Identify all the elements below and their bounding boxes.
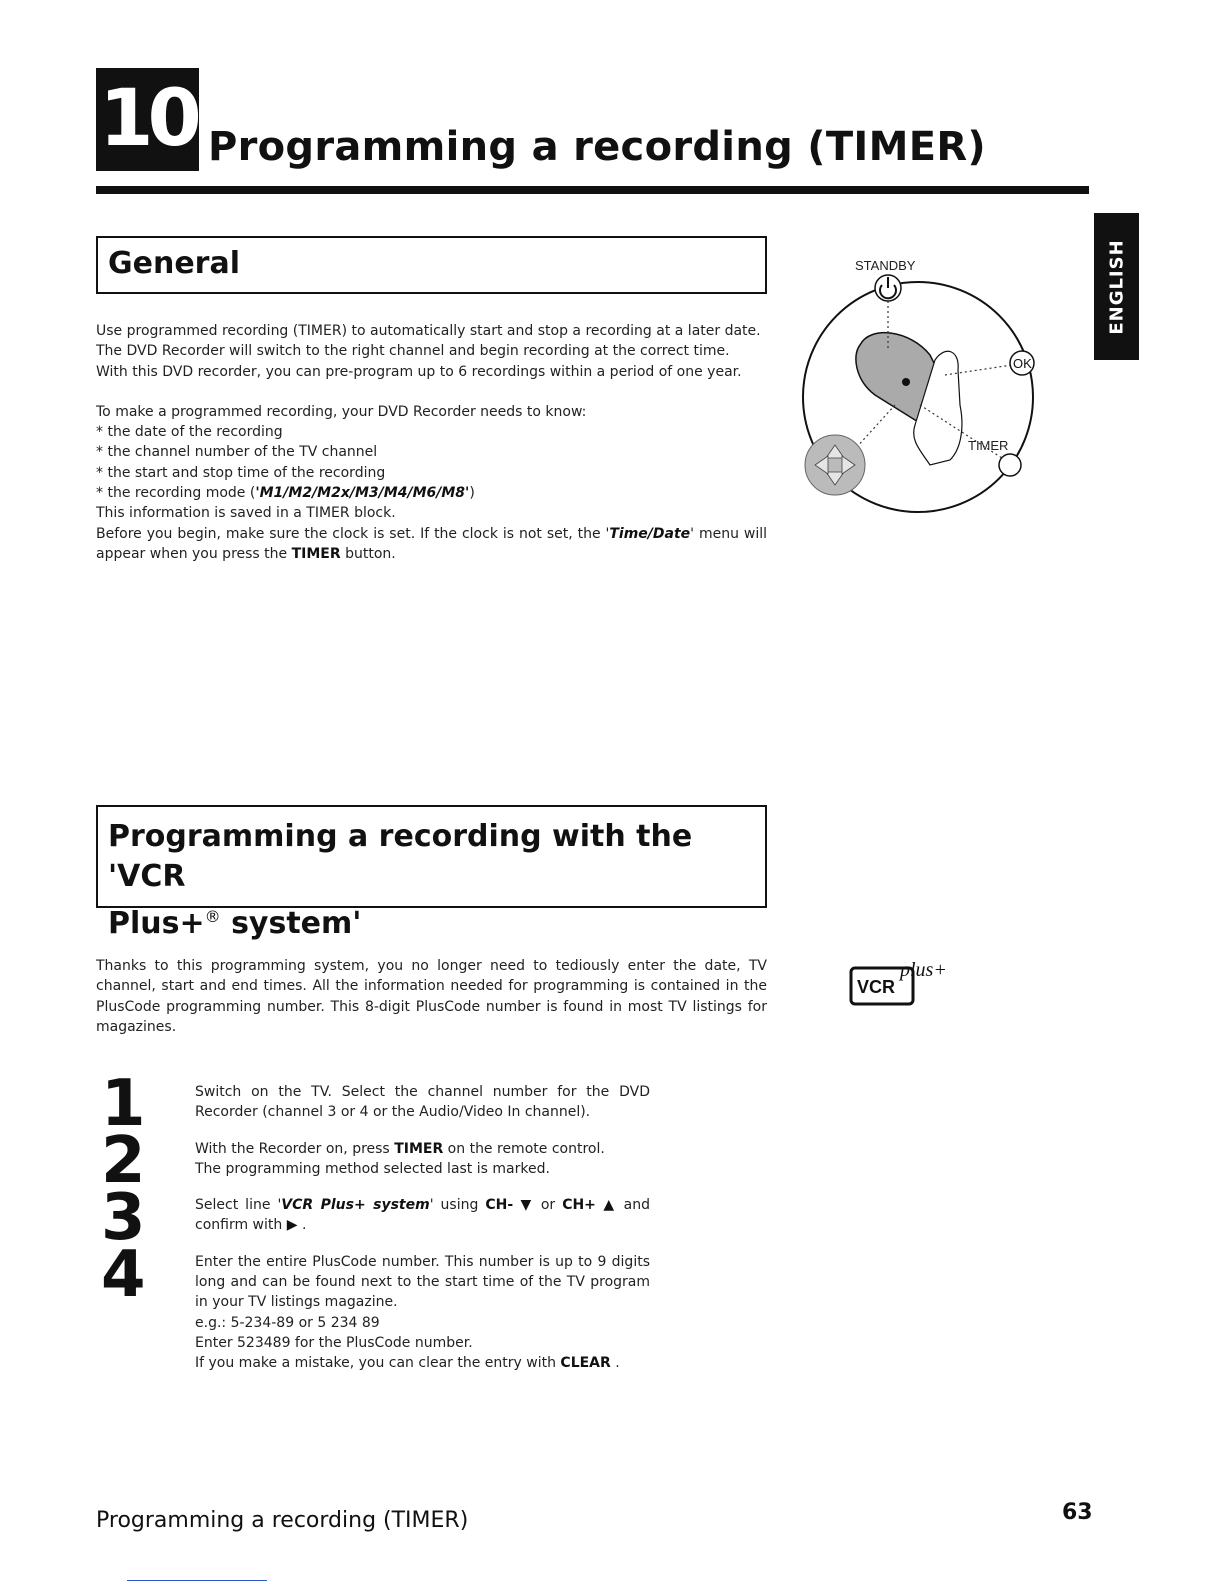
- bullet-glyph: *: [96, 444, 103, 461]
- time-date-menu-name: Time/Date: [609, 525, 691, 542]
- right-arrow-icon: ▶: [286, 1217, 298, 1234]
- recording-modes: 'M1/M2/M2x/M3/M4/M6/M8': [255, 485, 470, 502]
- bullet-glyph: *: [96, 464, 103, 481]
- before-text-part: button.: [340, 545, 396, 562]
- step-numbers: [101, 1067, 145, 1312]
- footer-line: [127, 1580, 267, 1581]
- general-body: [96, 321, 767, 564]
- needs-item-text: the start and stop time of the recording: [107, 464, 386, 481]
- clear-key: CLEAR: [560, 1355, 611, 1372]
- page-title: Programming a recording (TIMER): [208, 124, 987, 170]
- step-number: 4: [101, 1238, 144, 1312]
- vcr-heading-line2-end: system': [220, 906, 362, 941]
- step-text: .: [297, 1217, 307, 1234]
- step-text: Select line ': [195, 1197, 282, 1214]
- step-text: If you make a mistake, you can clear the entry with: [195, 1355, 561, 1372]
- vcr-plus-intro-text: Thanks to this programming system, you no longer need to tediously enter the date, TV channel, start and end times. All the information needed for programming is contained in the PlusCode programming number. This 8-digit PlusCode number is found in most TV listings for magazines.: [96, 958, 767, 1035]
- general-paragraph-line: The DVD Recorder will switch to the right channel and begin recording at the correct time.: [96, 343, 730, 360]
- step-number: 1: [101, 1067, 144, 1141]
- step-2-note: The programming method selected last is marked.: [195, 1160, 550, 1177]
- ch-minus-key: CH- ▼: [485, 1197, 534, 1214]
- step-3: [195, 1195, 650, 1236]
- general-section-heading-box: [96, 236, 767, 294]
- step-text: ' using: [429, 1197, 486, 1214]
- step-text: and confirm with: [195, 1197, 650, 1234]
- needs-item: [96, 463, 767, 483]
- vcr-heading-line2: Plus+: [108, 906, 205, 941]
- ok-label: OK: [1013, 356, 1032, 371]
- general-paragraph-line: Use programmed recording (TIMER) to automatically start and stop a recording at a later date.: [96, 323, 761, 339]
- step-4-example: e.g.: 5-234-89 or 5 234 89: [195, 1314, 380, 1331]
- step-4-clear: [195, 1353, 650, 1373]
- saved-line: This information is saved in a TIMER block.: [96, 505, 396, 522]
- registered-mark: ®: [204, 907, 221, 926]
- footer-title: Programming a recording (TIMER): [96, 1508, 469, 1533]
- timer-button-icon: [999, 454, 1021, 476]
- needs-item: [96, 483, 767, 503]
- before-text-part: Before you begin, make sure the clock is set. If the clock is not set, the ': [96, 525, 610, 542]
- vcr-logo-script: plus+: [900, 959, 947, 981]
- step-text: With the Recorder on, press: [195, 1140, 395, 1157]
- needs-item: [96, 422, 767, 442]
- step-2-text: [195, 1139, 650, 1159]
- steps-list: [195, 1082, 650, 1390]
- language-tab-label: ENGLISH: [1106, 238, 1127, 335]
- step-4-text: Enter the entire PlusCode number. This number is up to 9 digits long and can be found next to the start time of the TV program in your TV listings magazine.: [195, 1253, 650, 1311]
- vcr-plus-intro: [96, 956, 767, 1037]
- chapter-number-badge: 10: [96, 68, 199, 171]
- step-4-enter: Enter 523489 for the PlusCode number.: [195, 1334, 473, 1351]
- before-begin-text: [96, 524, 767, 565]
- remote-control-illustration: [800, 255, 1050, 525]
- timer-key: TIMER: [394, 1140, 444, 1157]
- step-1: [195, 1082, 650, 1123]
- needs-item: [96, 442, 767, 462]
- timer-button-name: TIMER: [291, 545, 341, 562]
- step-1-text: Switch on the TV. Select the channel number for the DVD Recorder (channel 3 or 4 or the Audio/Video In channel).: [195, 1084, 650, 1121]
- bullet-glyph: *: [96, 424, 103, 441]
- vcr-plus-logo: [845, 948, 955, 1010]
- general-paragraph-line: With this DVD recorder, you can pre-program up to 6 recordings within a period of one year.: [96, 363, 742, 380]
- vcr-heading-line1: Programming a recording with the 'VCR: [108, 819, 693, 894]
- step-number: 3: [101, 1181, 144, 1255]
- needs-item-text: the date of the recording: [107, 424, 283, 441]
- before-text-part: ' menu will appear when you press the: [96, 525, 767, 562]
- header-rule: [96, 186, 1089, 194]
- step-3-text: [195, 1195, 650, 1236]
- needs-intro: To make a programmed recording, your DVD Recorder needs to know:: [96, 403, 587, 420]
- language-tab: [1094, 213, 1139, 360]
- vcr-plus-system-item: VCR Plus+ system: [281, 1197, 430, 1214]
- step-4: [195, 1252, 650, 1374]
- step-text: .: [610, 1355, 620, 1372]
- step-number: 2: [101, 1124, 144, 1198]
- needs-item-text: the recording mode (: [107, 485, 256, 502]
- step-2: [195, 1139, 650, 1180]
- step-text: or: [533, 1197, 563, 1214]
- general-heading: General: [108, 246, 240, 281]
- needs-item-text: the channel number of the TV channel: [107, 444, 378, 461]
- page-number: 63: [1062, 1500, 1093, 1525]
- vcr-plus-heading: [108, 817, 758, 944]
- needs-item-text: ): [469, 485, 475, 502]
- timer-label: TIMER: [968, 438, 1009, 453]
- vcr-logo-text: VCR: [857, 977, 896, 997]
- ch-plus-key: CH+ ▲: [562, 1197, 617, 1214]
- step-text: on the remote control.: [443, 1140, 605, 1157]
- standby-label: STANDBY: [855, 258, 916, 273]
- bullet-glyph: *: [96, 485, 103, 502]
- vcr-plus-section-heading-box: [96, 805, 767, 941]
